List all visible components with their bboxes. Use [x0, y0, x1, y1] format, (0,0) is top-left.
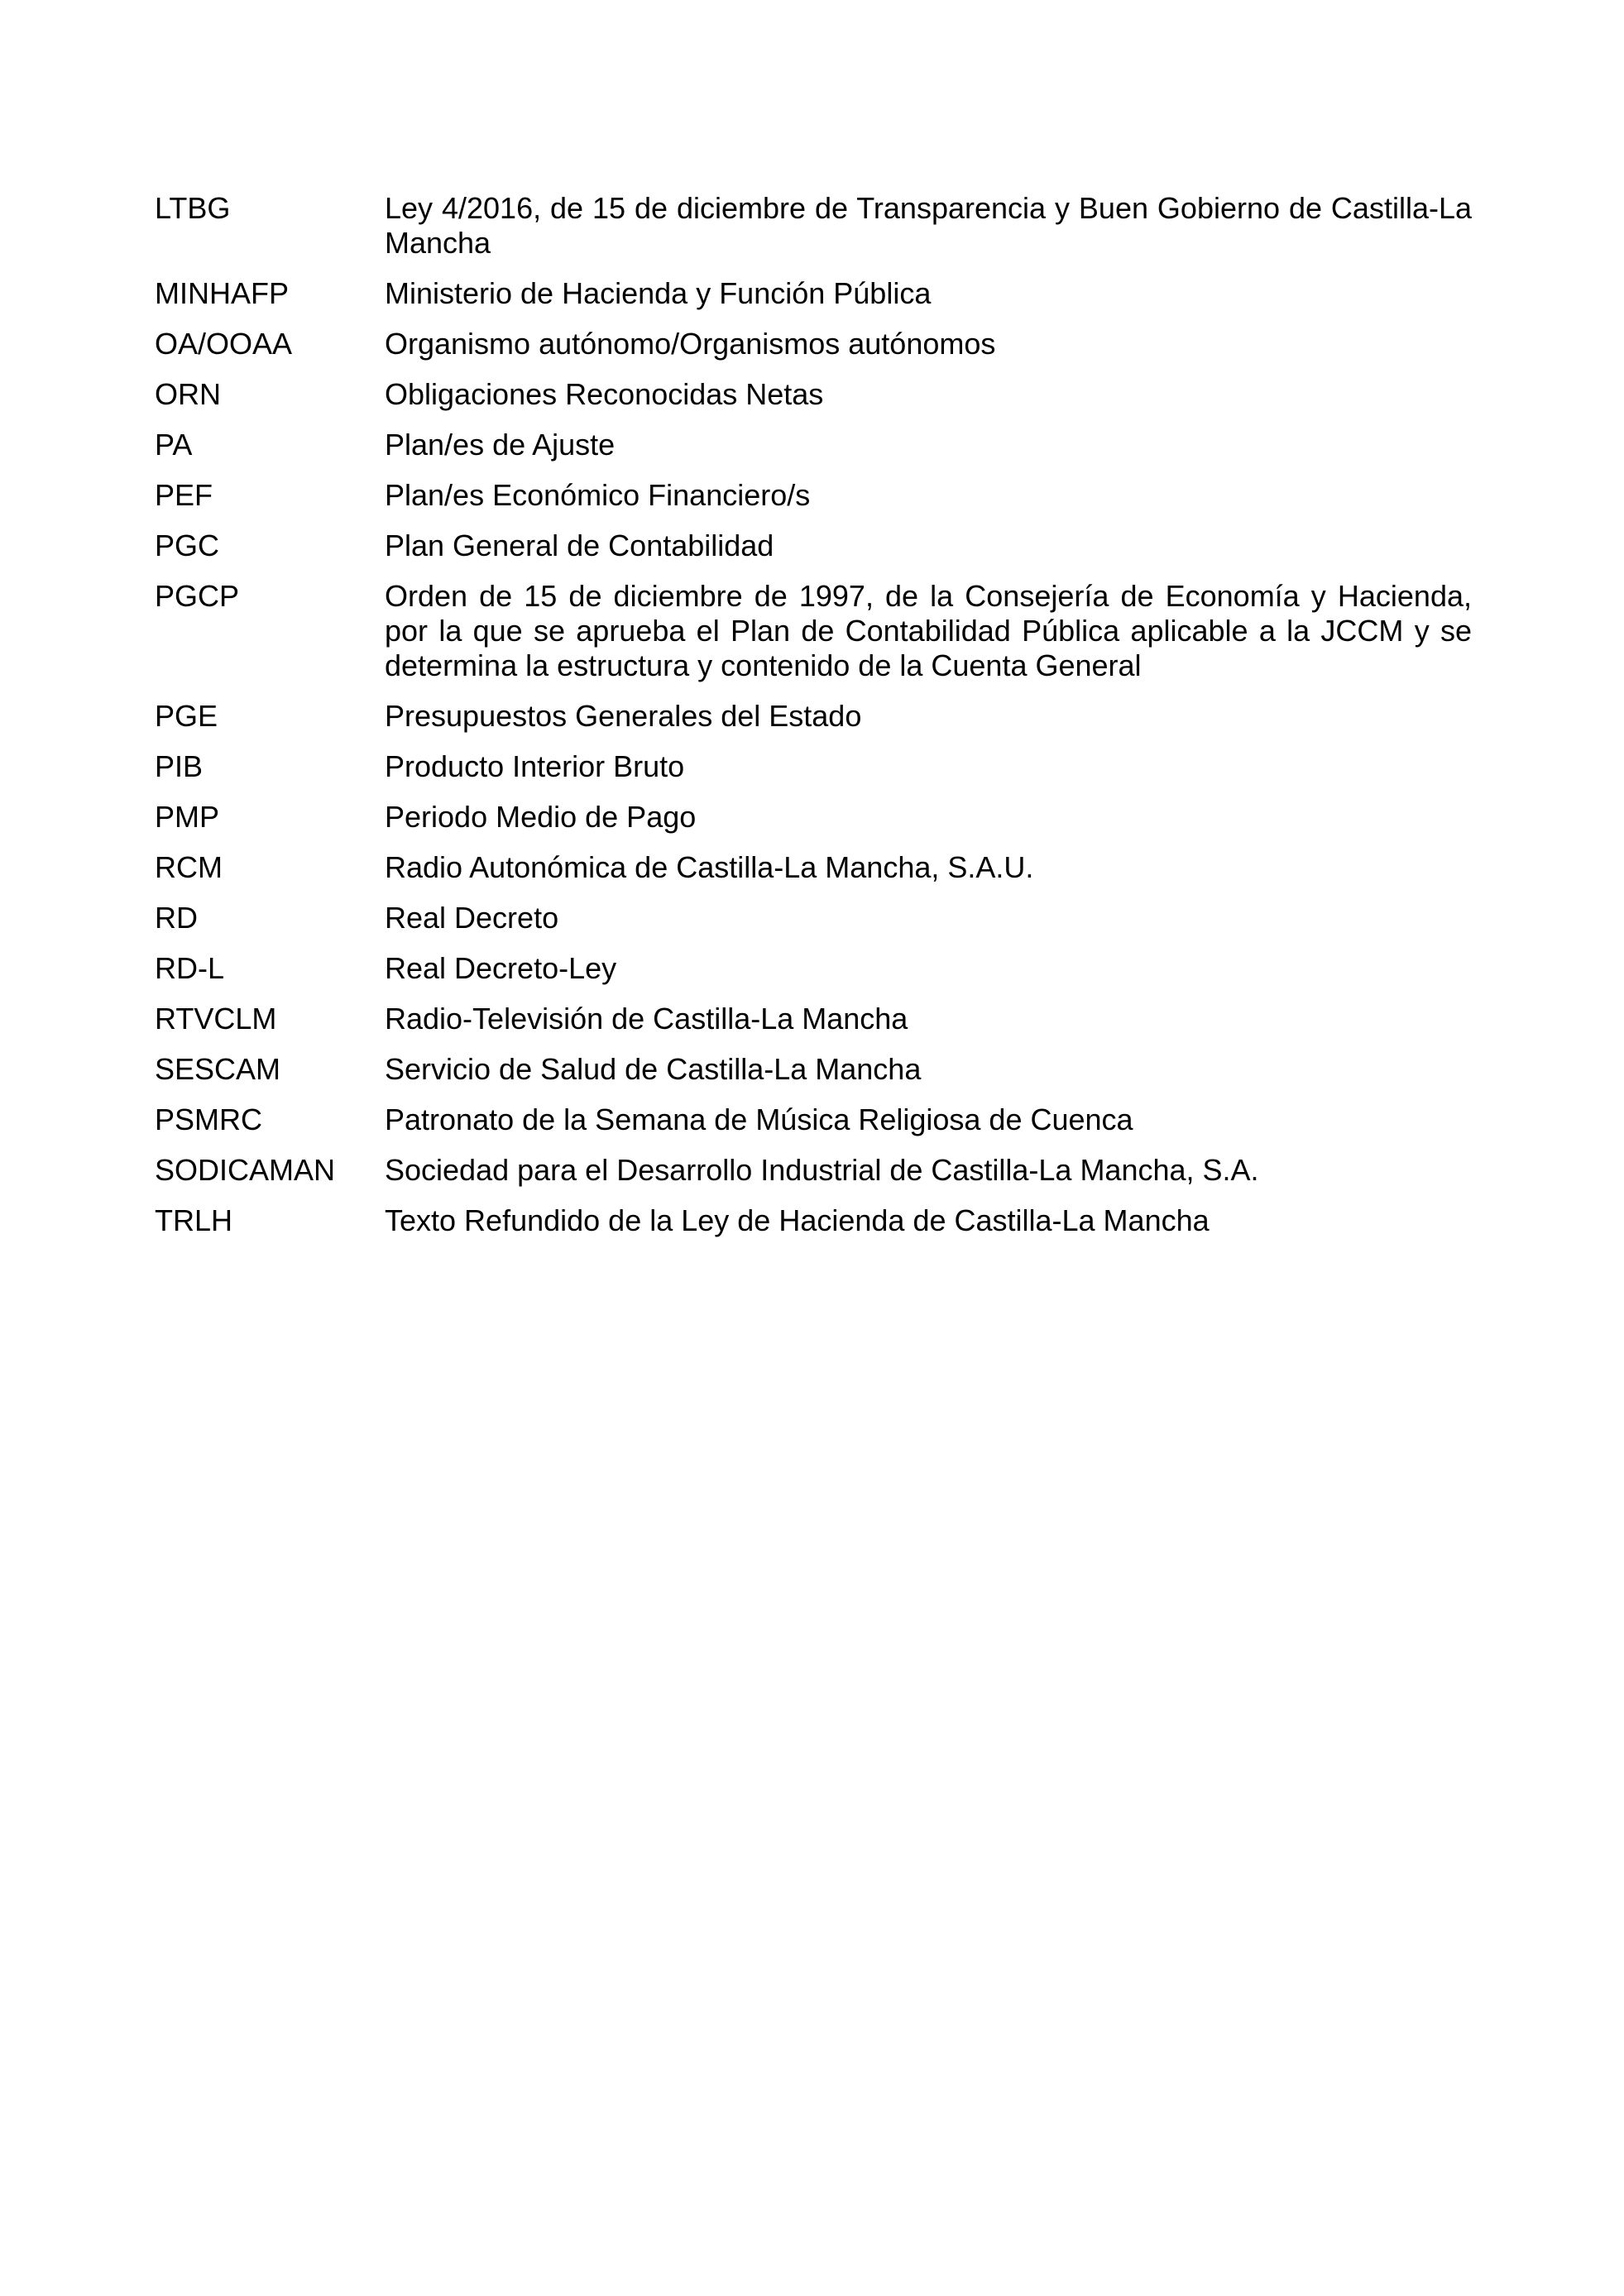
list-item [155, 800, 1472, 835]
abbreviations-list [155, 191, 1472, 1254]
list-item [155, 377, 1472, 412]
abbreviation-definition: Ministerio de Hacienda y Función Pública [385, 276, 932, 310]
abbreviation-term: PA [155, 428, 193, 462]
abbreviation-definition: Sociedad para el Desarrollo Industrial de Castilla-La Mancha, S.A. [385, 1153, 1259, 1187]
list-item [155, 478, 1472, 513]
abbreviation-term: TRLH [155, 1203, 233, 1237]
abbreviation-term: PGCP [155, 579, 240, 613]
list-item [155, 749, 1472, 784]
abbreviation-definition: Radio Autonómica de Castilla-La Mancha, S.A.U. [385, 850, 1034, 884]
abbreviation-definition: Plan/es Económico Financiero/s [385, 478, 811, 512]
list-item [155, 276, 1472, 311]
abbreviation-term: PEF [155, 478, 213, 512]
abbreviation-term: OA/OOAA [155, 327, 293, 361]
abbreviation-definition: Ley 4/2016, de 15 de diciembre de Transparencia y Buen Gobierno de Castilla-La Mancha [385, 191, 1472, 260]
list-item [155, 327, 1472, 361]
abbreviation-definition: Real Decreto-Ley [385, 951, 617, 985]
list-item [155, 529, 1472, 563]
abbreviation-term: LTBG [155, 191, 231, 225]
abbreviation-term: RTVCLM [155, 1002, 277, 1036]
abbreviation-term: RD [155, 901, 198, 935]
abbreviation-term: ORN [155, 377, 221, 411]
abbreviation-definition: Real Decreto [385, 901, 559, 935]
abbreviation-term: PSMRC [155, 1103, 263, 1136]
abbreviation-term: SODICAMAN [155, 1153, 336, 1187]
list-item [155, 1203, 1472, 1238]
abbreviation-definition: Texto Refundido de la Ley de Hacienda de Castilla-La Mancha [385, 1203, 1210, 1237]
abbreviation-term: RCM [155, 850, 223, 884]
abbreviation-definition: Orden de 15 de diciembre de 1997, de la Consejería de Economía y Hacienda, por la que se aprueba el Plan de Contabilidad Pública aplicable a la JCCM y se determina la estructura y contenido de la Cuenta General [385, 579, 1472, 682]
list-item [155, 191, 1472, 261]
abbreviation-definition: Periodo Medio de Pago [385, 800, 697, 834]
list-item [155, 579, 1472, 683]
list-item [155, 951, 1472, 986]
abbreviation-definition: Presupuestos Generales del Estado [385, 699, 862, 733]
abbreviation-definition: Radio-Televisión de Castilla-La Mancha [385, 1002, 908, 1036]
abbreviation-term: PGE [155, 699, 218, 733]
abbreviation-definition: Plan/es de Ajuste [385, 428, 616, 462]
abbreviation-term: PMP [155, 800, 220, 834]
list-item [155, 699, 1472, 734]
list-item [155, 1002, 1472, 1036]
abbreviation-definition: Servicio de Salud de Castilla-La Mancha [385, 1052, 922, 1086]
list-item [155, 428, 1472, 462]
list-item [155, 901, 1472, 935]
abbreviation-definition: Patronato de la Semana de Música Religiosa de Cuenca [385, 1103, 1133, 1136]
abbreviation-term: PGC [155, 529, 220, 562]
abbreviation-definition: Producto Interior Bruto [385, 749, 685, 783]
abbreviation-definition: Plan General de Contabilidad [385, 529, 774, 562]
abbreviation-term: MINHAFP [155, 276, 289, 310]
list-item [155, 1153, 1472, 1188]
abbreviation-term: SESCAM [155, 1052, 281, 1086]
list-item [155, 1052, 1472, 1087]
abbreviation-term: PIB [155, 749, 204, 783]
list-item [155, 1103, 1472, 1137]
abbreviation-term: RD-L [155, 951, 225, 985]
list-item [155, 850, 1472, 885]
abbreviation-definition: Organismo autónomo/Organismos autónomos [385, 327, 996, 361]
abbreviation-definition: Obligaciones Reconocidas Netas [385, 377, 824, 411]
